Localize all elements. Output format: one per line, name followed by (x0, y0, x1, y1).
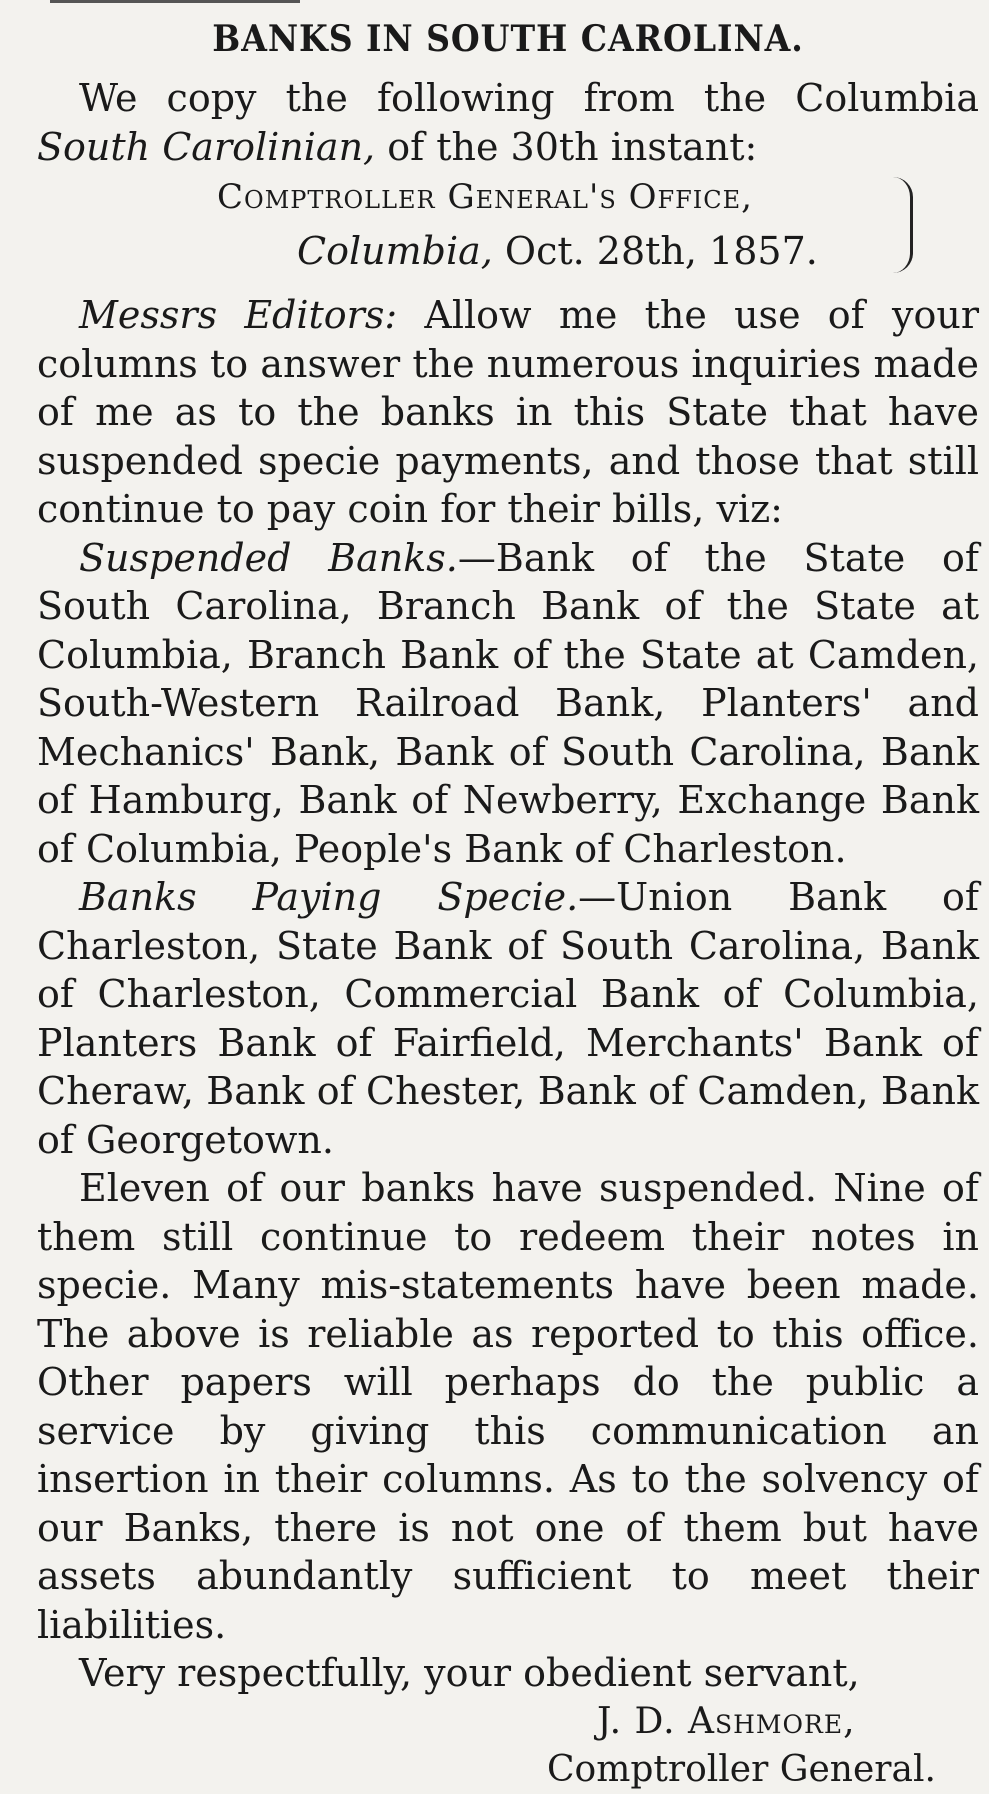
dateline (37, 177, 979, 283)
summary-paragraph: Eleven of our banks have suspended. Nine of them still continue to redeem their notes in specie. Many mis-statements have been made. The above is reliable as reported to this office. Other papers will perhaps do the public a service by giving this communication an insertion in their columns. As to the solvency of our Banks, there is not one of them but have assets abundantly sufficient to meet their liabilities. (37, 1166, 979, 1647)
suspended-banks-paragraph (37, 534, 979, 874)
intro-text-a: We copy the following from the Columbia (79, 76, 979, 120)
article-title: BANKS IN SOUTH CAROLINA. (212, 18, 804, 60)
letter-paragraph-1 (37, 291, 979, 534)
newspaper-article (37, 18, 979, 1794)
suspended-banks-label: Suspended Banks. (79, 535, 458, 580)
signature-title: Comptroller General. (547, 1748, 936, 1790)
paying-banks-label: Banks Paying Specie. (79, 875, 579, 919)
paying-banks-list: —Union Bank of Charleston, State Bank of South Carolina, Bank of Charleston, Commercial Bank of Columbia, Planters Bank of Fairfield, Merchants' Bank of Cheraw, Bank of Chester, Bank of Camden, Bank of Georgetown. (37, 875, 979, 1162)
brace-mark (892, 177, 913, 273)
intro-paragraph (37, 74, 979, 171)
paying-banks-paragraph (37, 873, 979, 1164)
salutation: Messrs Editors: (79, 293, 398, 337)
dateline-date: Oct. 28th, 1857. (504, 229, 818, 273)
dateline-office: Comptroller General's Office, (217, 177, 753, 217)
dateline-city: Columbia, (297, 229, 493, 273)
column-rule (50, 0, 300, 3)
intro-paper-name: South Carolinian, (37, 124, 376, 169)
suspended-banks-list: —Bank of the State of South Carolina, Branch Bank of the State at Columbia, Branch Bank of the State at Camden, South-Western Railroad Bank, Planters' and Mechanics' Bank, Bank of South Carolina, Bank of Hamburg, Bank of Newberry, Exchange Bank of Columbia, People's Bank of Charleston. (37, 535, 979, 871)
signature-name: J. D. Ashmore, (597, 1700, 856, 1742)
intro-text-b: of the 30th instant: (387, 124, 758, 169)
closing-line: Very respectfully, your obedient servant, (79, 1651, 860, 1695)
dateline-place-date (297, 229, 818, 273)
letter-paragraph-1-text: Allow me the use of your columns to answer the numerous inquiries made of me as to the banks in this State that have suspended specie payments, and those that still continue to pay coin for their bills, viz: (37, 293, 979, 531)
